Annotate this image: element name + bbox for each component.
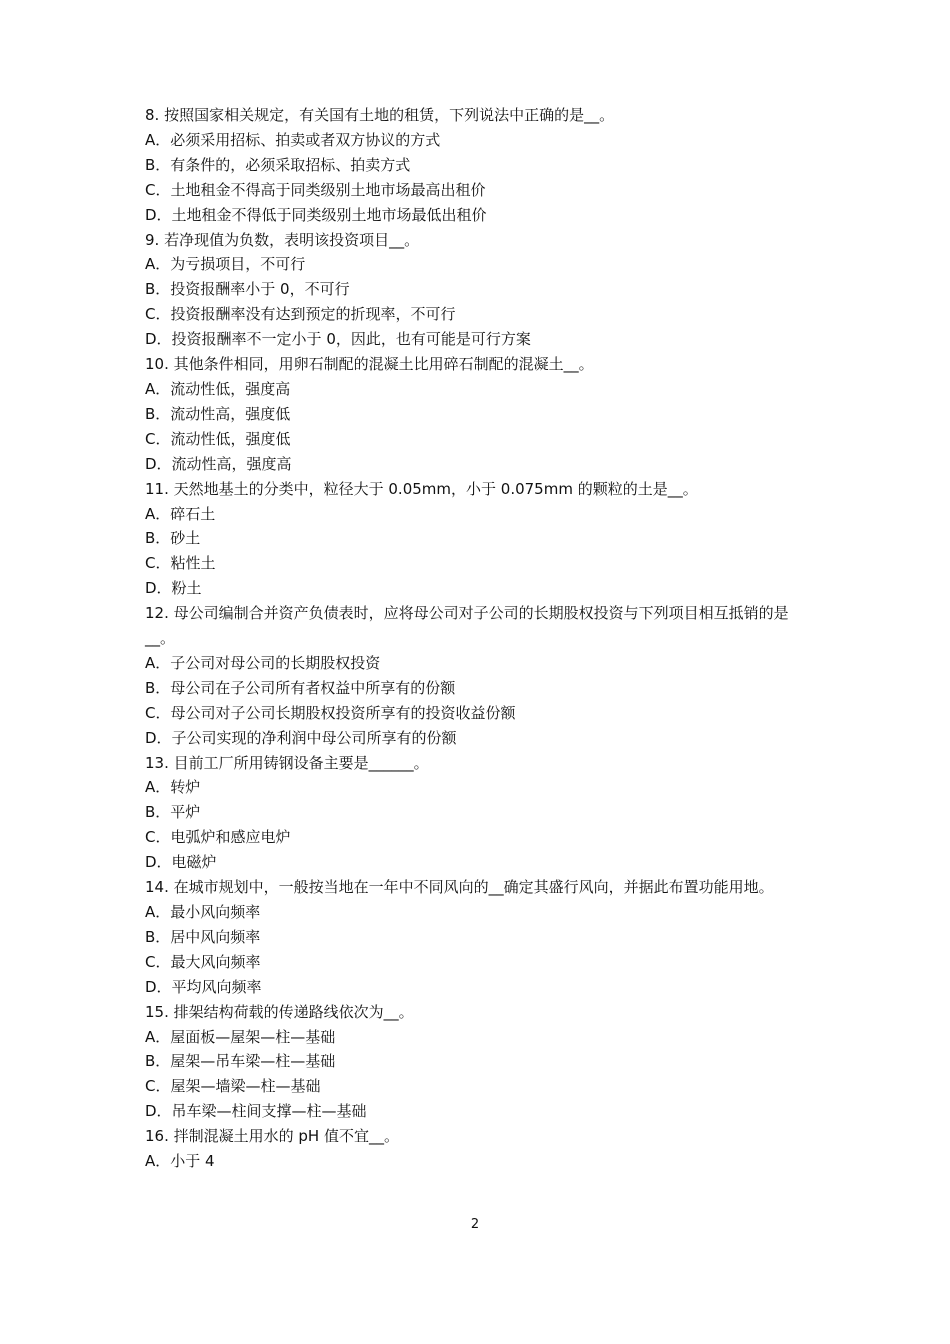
option-b: B．流动性高，强度低	[145, 404, 291, 423]
option-b: B．屋架—吊车梁—柱—基础	[145, 1052, 336, 1071]
option-c: C．投资报酬率没有达到预定的折现率，不可行	[145, 305, 456, 324]
option-a: A．小于 4	[145, 1152, 215, 1171]
option-a: A．碎石土	[145, 504, 216, 523]
question-stem: 8. 按照国家相关规定，有关国有土地的租赁，下列说法中正确的是__。	[145, 106, 615, 124]
question-stem: 16. 拌制混凝土用水的 pH 值不宜__。	[145, 1127, 399, 1146]
question-13	[145, 751, 815, 876]
question-14	[145, 875, 815, 1000]
option-a: A．子公司对母公司的长期股权投资	[145, 653, 381, 672]
option-a: A．流动性低，强度高	[145, 379, 291, 398]
option-c: C．电弧炉和感应电炉	[145, 828, 291, 847]
question-stem: 9. 若净现值为负数，表明该投资项目__。	[145, 230, 420, 249]
question-stem: 10. 其他条件相同，用卵石制配的混凝土比用碎石制配的混凝土__。	[145, 355, 594, 374]
question-stem: 11. 天然地基土的分类中，粒径大于 0.05mm，小于 0.075mm 的颗粒的土是__。	[145, 479, 698, 498]
question-stem: 13. 目前工厂所用铸钢设备主要是______。	[145, 753, 429, 772]
option-c: C．最大风向频率	[145, 952, 261, 971]
question-9	[145, 228, 815, 353]
question-11	[145, 477, 815, 602]
question-12	[145, 601, 815, 750]
page-number: 2	[470, 1217, 480, 1232]
question-stem: 14. 在城市规划中，一般按当地在一年中不同风向的__确定其盛行风向，并据此布置功能用地。	[145, 878, 774, 897]
option-a: A．为亏损项目，不可行	[145, 255, 306, 274]
option-d: D．吊车梁—柱间支撑—柱—基础	[145, 1102, 367, 1121]
option-a: A．转炉	[145, 778, 201, 797]
question-8	[145, 103, 815, 228]
question-stem: 15. 排架结构荷载的传递路线依次为__。	[145, 1002, 414, 1021]
option-b: B．有条件的，必须采取招标、拍卖方式	[145, 155, 411, 174]
option-b: B．平炉	[145, 803, 201, 822]
option-d: D．粉土	[145, 579, 202, 598]
option-d: D．流动性高，强度高	[145, 454, 292, 473]
option-b: B．母公司在子公司所有者权益中所享有的份额	[145, 678, 456, 697]
option-b: B．居中风向频率	[145, 927, 261, 946]
option-c: C．流动性低，强度低	[145, 429, 291, 448]
option-c: C．土地租金不得高于同类级别土地市场最高出租价	[145, 180, 486, 199]
option-c: C．屋架—墙梁—柱—基础	[145, 1077, 321, 1096]
question-16	[145, 1124, 815, 1174]
option-a: A．必须采用招标、拍卖或者双方协议的方式	[145, 130, 441, 149]
question-15	[145, 1000, 815, 1125]
question-10	[145, 352, 815, 477]
option-a: A．最小风向频率	[145, 903, 261, 921]
option-c: C．粘性土	[145, 554, 216, 573]
option-d: D．土地租金不得低于同类级别土地市场最低出租价	[145, 205, 487, 224]
option-d: D．投资报酬率不一定小于 0，因此，也有可能是可行方案	[145, 330, 531, 349]
option-d: D．平均风向频率	[145, 977, 262, 996]
option-c: C．母公司对子公司长期股权投资所享有的投资收益份额	[145, 703, 516, 722]
option-b: B．投资报酬率小于 0，不可行	[145, 280, 350, 299]
option-a: A．屋面板—屋架—柱—基础	[145, 1027, 336, 1046]
option-b: B．砂土	[145, 529, 201, 548]
question-stem: 12. 母公司编制合并资产负债表时，应将母公司对子公司的长期股权投资与下列项目相互抵销的是__。	[145, 604, 789, 648]
option-d: D．子公司实现的净利润中母公司所享有的份额	[145, 728, 457, 747]
question-list	[145, 103, 815, 1174]
option-d: D．电磁炉	[145, 853, 217, 872]
